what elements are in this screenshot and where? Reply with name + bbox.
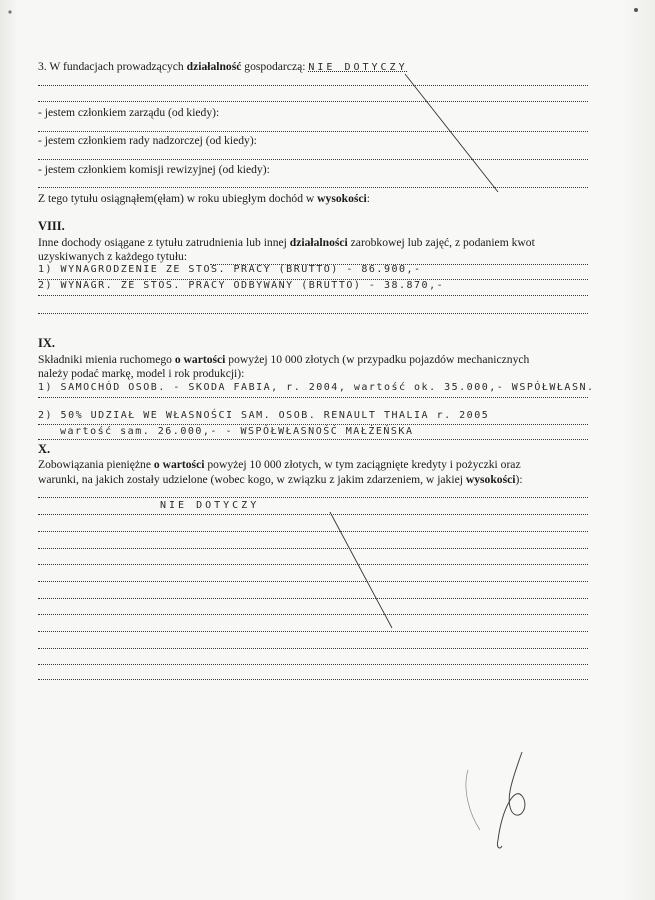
speck (8, 10, 11, 13)
dotted-line (38, 597, 588, 599)
section-ix-heading: IX. (38, 336, 56, 350)
signature-faint (466, 770, 480, 830)
section-x-text-2b: ): (515, 473, 523, 486)
section-ix-text-1 (38, 353, 608, 367)
dotted-line (38, 294, 588, 296)
dotted-line (38, 530, 588, 532)
section-ix-bold: o wartości (174, 353, 226, 366)
dotted-line (38, 496, 588, 498)
dotted-line (38, 186, 588, 188)
section-ix-text-1b: powyżej 10 000 złotych (w przypadku pojazdów mechanicznych (225, 353, 530, 366)
signature (497, 752, 524, 848)
section-viii-bold: działalności (289, 236, 348, 249)
section-x-text-1 (38, 458, 608, 472)
section-x-heading: X. (38, 442, 51, 456)
section-viii-text-2-label: uzyskiwanych z każdego tytułu: (38, 250, 188, 263)
dotted-line (38, 396, 588, 398)
dotted-line (38, 647, 588, 649)
income-line (38, 192, 588, 206)
income-suffix: : (366, 192, 370, 205)
section-x-bold: o wartości (153, 458, 205, 471)
section-ix-text-2-label: należy podać markę, model i rok produkcji): (38, 367, 245, 380)
dotted-line (38, 130, 588, 132)
audit-committee-label: - jestem członkiem komisji rewizyjnej (od kiedy): (38, 163, 270, 176)
section-x-text-2a: warunki, na jakich zostały udzielone (wobec kogo, w związku z jakim zdarzeniem, w jakiej (38, 473, 466, 486)
dotted-line (38, 630, 588, 632)
section-x-text-1a: Zobowiązania pieniężne (38, 458, 154, 471)
dotted-line (38, 547, 588, 549)
movable-asset-entry-2: 2) 50% UDZIAŁ WE WŁASNOŚCI SAM. OSOB. RENAULT THALIA r. 2005 (38, 410, 490, 421)
section-ix-text-2 (38, 367, 588, 381)
liabilities-answer: NIE DOTYCZY (160, 500, 260, 511)
foundations-label: 3. W fundacjach prowadzących (38, 60, 187, 73)
section-ix-text-1a: Składniki mienia ruchomego (38, 353, 175, 366)
speck (634, 8, 638, 12)
dotted-line (38, 613, 588, 615)
section-x-bold-2: wysokości (465, 473, 516, 486)
dotted-line (38, 158, 588, 160)
income-label: Z tego tytułu osiągnąłem(ęłam) w roku ubiegłym dochód w (38, 192, 318, 205)
income-entry-2: 2) WYNAGR. ZE STOS. PRACY ODBYWANY (BRUTTO) - 38.870,- (38, 280, 445, 291)
foundations-suffix: gospodarczą: (241, 60, 309, 73)
dotted-line (38, 100, 588, 102)
section-viii-text-1 (38, 236, 608, 250)
dotted-line (38, 563, 588, 565)
dotted-line (38, 84, 588, 86)
movable-asset-entry-3: wartość sam. 26.000,- - WSPÓŁWŁASNOŚĆ MAŁŻEŃSKA (60, 426, 414, 437)
section-viii-text-1b: zarobkowej lub zajęć, z podaniem kwot (347, 236, 535, 249)
dotted-line (38, 423, 588, 425)
supervisory-board-label: - jestem członkiem rady nadzorczej (od kiedy): (38, 134, 257, 147)
dotted-line (38, 513, 588, 515)
supervisory-board-line (38, 134, 588, 148)
dotted-line (38, 438, 588, 440)
section-viii-text-1a: Inne dochody osiągane z tytułu zatrudnienia lub innej (38, 236, 290, 249)
foundations-line (38, 60, 408, 75)
dotted-line (38, 678, 588, 680)
movable-asset-entry-1: 1) SAMOCHÓD OSOB. - SKODA FABIA, r. 2004, wartość ok. 35.000,- WSPÓŁWŁASN. (38, 382, 595, 393)
foundations-bold: działalność (186, 60, 242, 73)
foundations-answer: NIE DOTYCZY (308, 62, 408, 73)
audit-committee-line (38, 163, 588, 177)
section-viii-heading: VIII. (38, 219, 65, 233)
section-x-text-1b: powyżej 10 000 złotych, w tym zaciągnięte kredyty i pożyczki oraz (204, 458, 521, 471)
income-entry-1: 1) WYNAGRODZENIE ZE STOS. PRACY (BRUTTO) - 86.900,- (38, 264, 422, 275)
section-viii-text-2 (38, 250, 588, 264)
board-member-label: - jestem członkiem zarządu (od kiedy): (38, 106, 220, 119)
dotted-line (38, 312, 588, 314)
dotted-line (38, 580, 588, 582)
section-x-text-2 (38, 473, 608, 487)
board-member-line (38, 106, 588, 120)
income-bold: wysokości (317, 192, 367, 205)
dotted-line (38, 663, 588, 665)
